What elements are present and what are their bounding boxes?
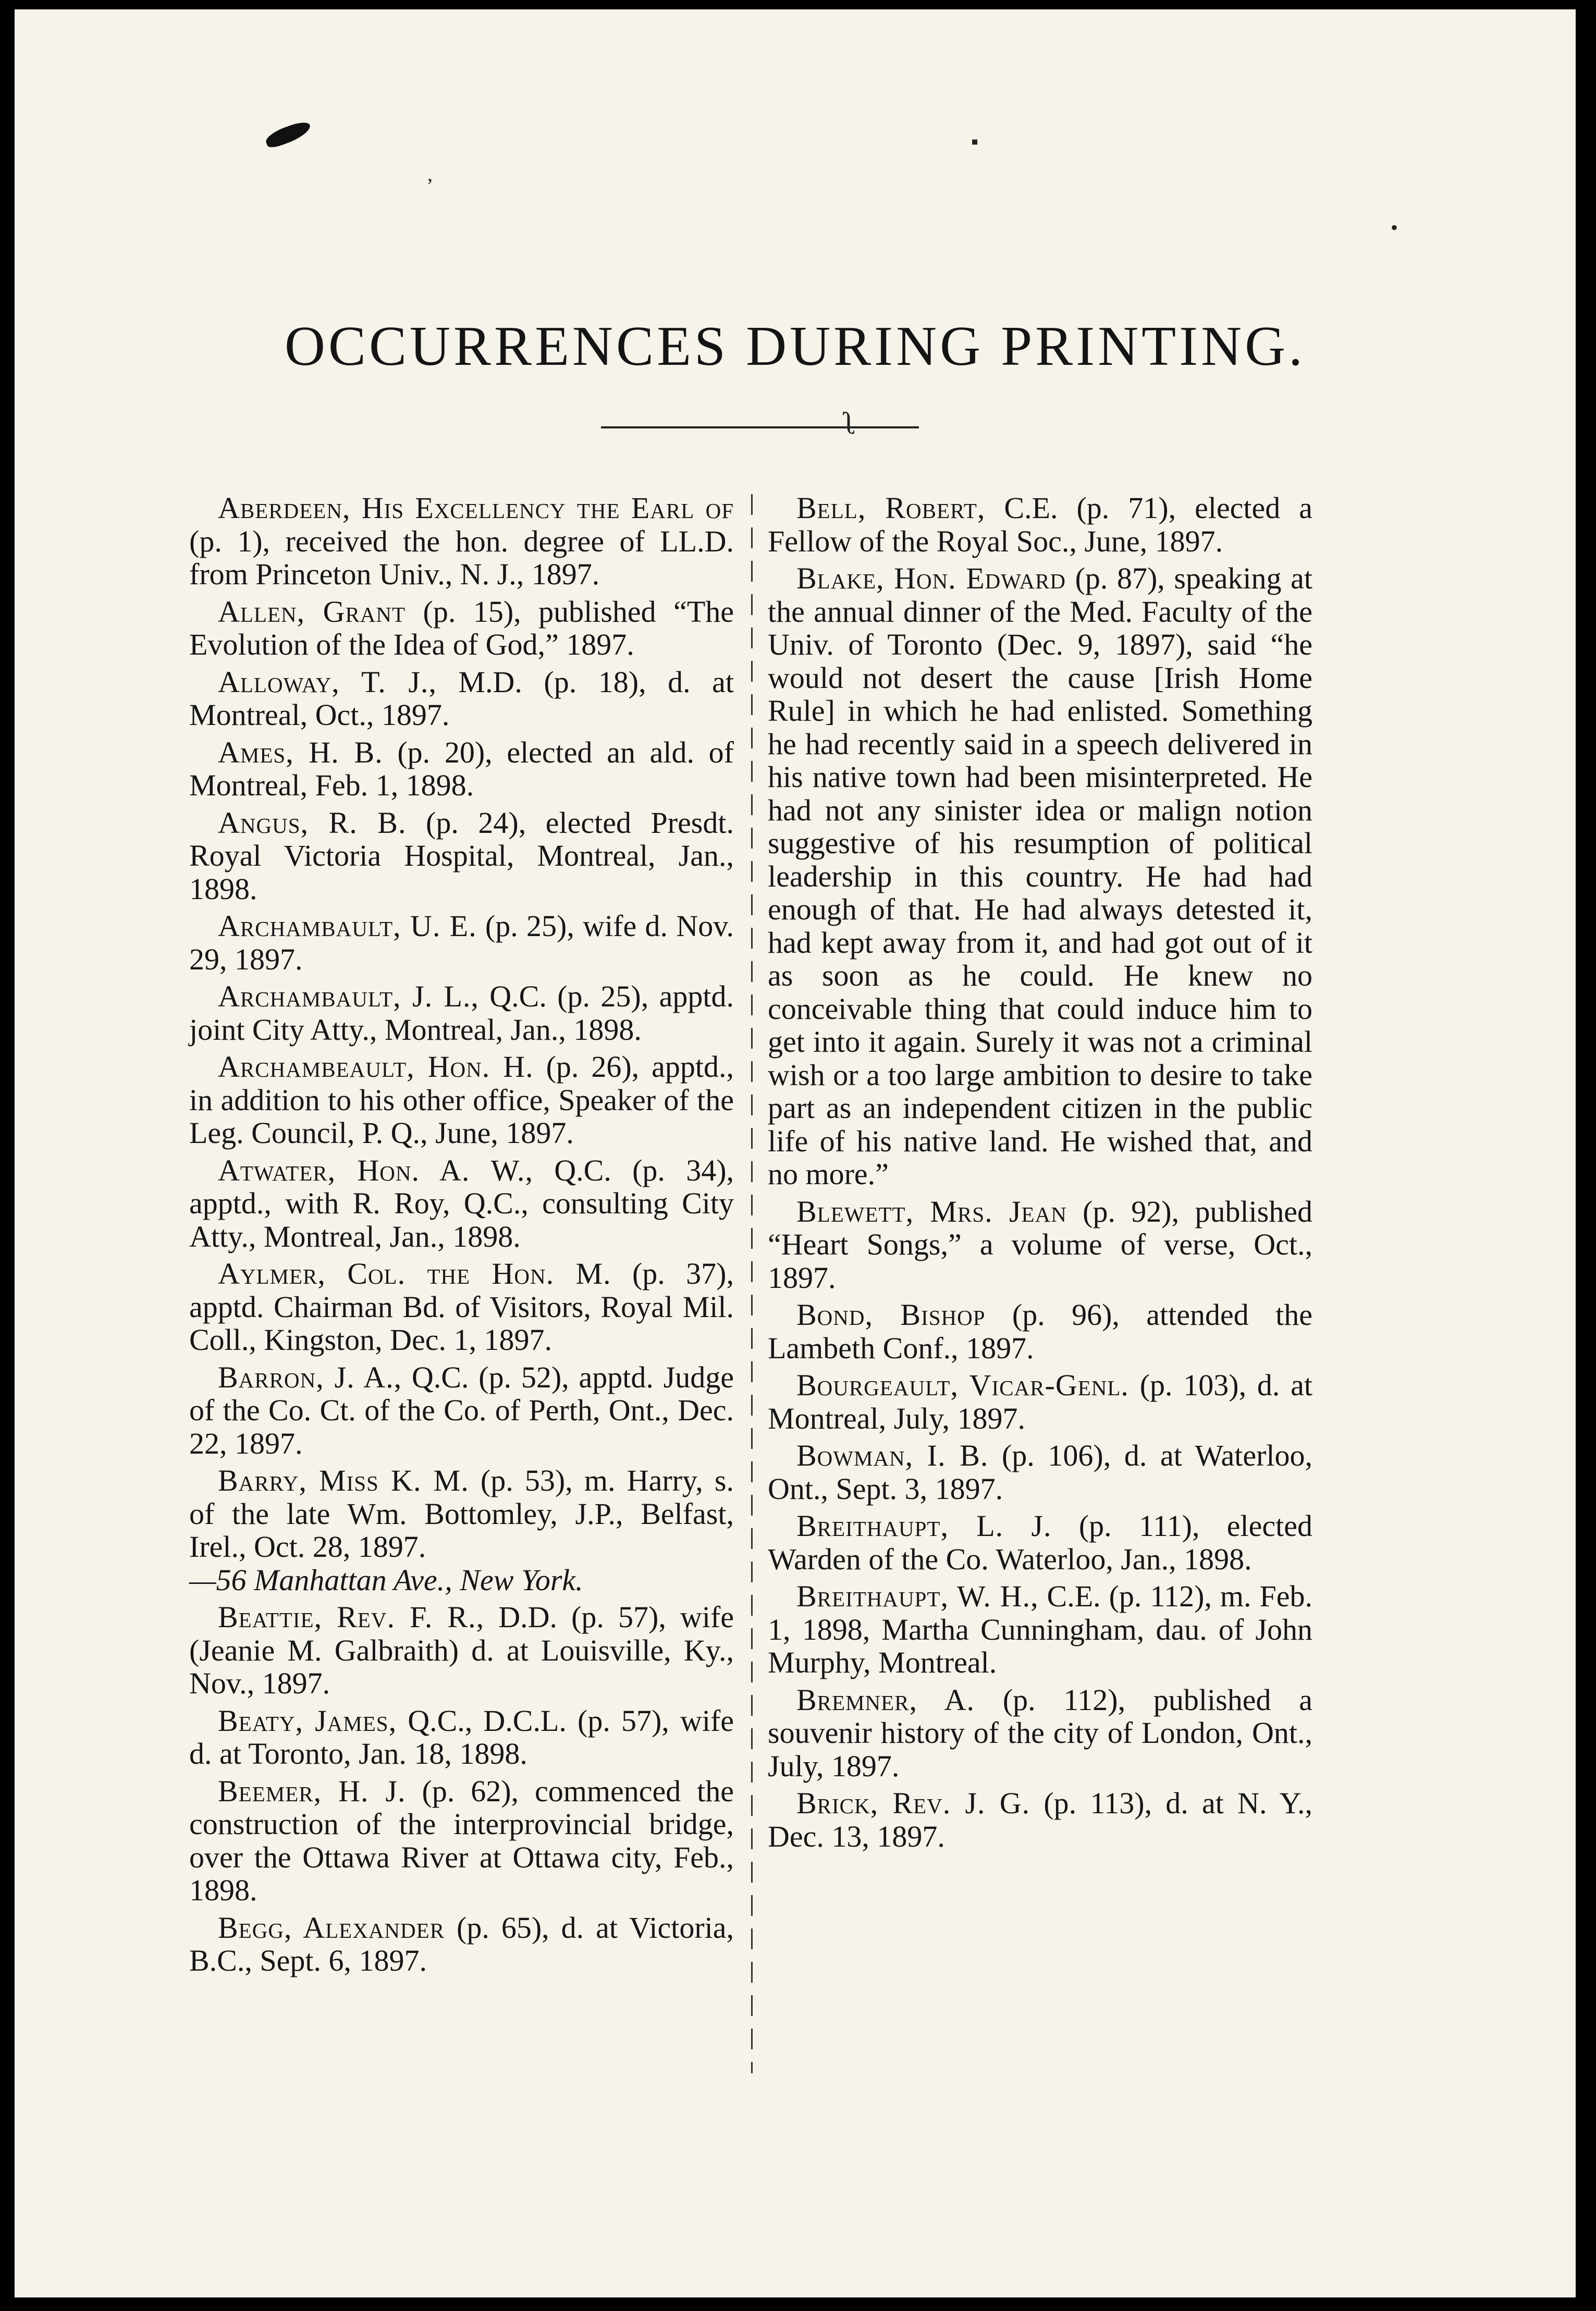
ink-speck: • [1391, 216, 1398, 239]
entry [768, 1683, 1312, 1783]
entry-text: Q.C. (p. 52), apptd. Judge of the Co. Ct. of the Co. of Perth, Ont., Dec. 22, 1897. [189, 1360, 734, 1460]
entry [189, 736, 734, 802]
entry [189, 1704, 734, 1771]
entry-text: D.D. (p. 57), wife (Jeanie M. Galbraith) d. at Louisville, Ky., Nov., 1897. [189, 1600, 734, 1700]
entry-name: Bond, Bishop [796, 1298, 986, 1332]
entry-name: Breithaupt, W. H., [796, 1579, 1039, 1613]
entry-text: (p. 26), apptd., in addition to his other office, Speaker of the Leg. Council, P. Q., June, 1897. [189, 1050, 734, 1150]
entry-name: Angus, R. B. [218, 805, 407, 840]
entry-text: (p. 62), commenced the construction of the interprovincial bridge, over the Ottawa River at Ottawa city, Feb., 1898. [189, 1774, 734, 1907]
entry [189, 1257, 734, 1357]
entry-name: Breithaupt, L. J. [796, 1509, 1052, 1543]
entry-text: Q.C., D.C.L. (p. 57), wife d. at Toronto, Jan. 18, 1898. [189, 1703, 734, 1771]
entry [189, 1464, 734, 1596]
entry [189, 909, 734, 976]
ink-speck: ▪ [971, 130, 979, 153]
entry [768, 1369, 1312, 1435]
entry-text: (p. 111), elected Warden of the Co. Waterloo, Jan., 1898. [768, 1509, 1312, 1576]
entry-text: (p. 106), d. at Waterloo, Ont., Sept. 3, 1897. [768, 1439, 1312, 1506]
right-column [768, 491, 1312, 1857]
entry [768, 1580, 1312, 1679]
entry-text: Q.C. (p. 25), apptd. joint City Atty., Montreal, Jan., 1898. [189, 979, 734, 1047]
entry [189, 1775, 734, 1907]
entry-name: Bremner, A. [796, 1682, 975, 1717]
entry-text: (p. 65), d. at Victoria, B.C., Sept. 6, 1897. [189, 1910, 734, 1977]
entry-name: Blake, Hon. Edward [796, 561, 1066, 595]
entry [189, 595, 734, 661]
entry-name: Bourgeault, Vicar-Genl. [796, 1368, 1129, 1402]
entry [768, 1787, 1312, 1853]
entry-text: C.E. (p. 71), elected a Fellow of the Royal Soc., June, 1897. [768, 491, 1313, 558]
entry-name: Bell, Robert, [796, 491, 986, 525]
entry [768, 1509, 1312, 1576]
page-title: OCCURRENCES DURING PRINTING. [284, 315, 1306, 377]
entry-text: (p. 53), m. Harry, s. of the late Wm. Bottomley, J.P., Belfast, Irel., Oct. 28, 1897. [189, 1464, 734, 1564]
entry-text: M.D. (p. 18), d. at Montreal, Oct., 1897. [189, 665, 734, 732]
entry-name: Beaty, James, [218, 1703, 397, 1738]
entry-name: Barron, J. A., [218, 1360, 402, 1394]
entry-name: Blewett, Mrs. Jean [796, 1194, 1067, 1228]
entry [189, 980, 734, 1046]
entry-name: Archambault, U. E. [218, 909, 477, 943]
entry-name: Archambault, J. L., [218, 979, 479, 1013]
entry [768, 491, 1312, 558]
entry-name: Archambeault, Hon. H. [218, 1050, 534, 1084]
entry-name: Beemer, H. J. [218, 1774, 406, 1808]
title-rule [601, 426, 919, 428]
entry-text: Q.C. (p. 34), apptd., with R. Roy, Q.C., consulting City Atty., Montreal, Jan., 1898. [189, 1153, 734, 1253]
entry-name: Ames, H. B. [218, 735, 383, 769]
entry-text: (p. 96), attended the Lambeth Conf., 1897. [768, 1298, 1312, 1365]
entry [189, 1050, 734, 1150]
entry-text: (p. 92), published “Heart Songs,” a volume of verse, Oct., 1897. [768, 1194, 1312, 1295]
entry-name: Barry, Miss K. M. [218, 1464, 469, 1497]
entry [189, 1361, 734, 1460]
entry-text: (p. 103), d. at Montreal, July, 1897. [768, 1368, 1312, 1435]
left-column [189, 491, 734, 1982]
entry-text: (p. 37), apptd. Chairman Bd. of Visitors, Royal Mil. Coll., Kingston, Dec. 1, 1897. [189, 1257, 734, 1357]
entry [189, 806, 734, 906]
entry-text: C.E. (p. 112), m. Feb. 1, 1898, Martha Cunningham, dau. of John Murphy, Montreal. [768, 1579, 1312, 1679]
entry [189, 1601, 734, 1700]
entry-address: —56 Manhattan Ave., New York. [189, 1563, 583, 1597]
entry-text: (p. 25), wife d. Nov. 29, 1897. [189, 909, 734, 976]
entry [189, 1154, 734, 1253]
entry [768, 1298, 1312, 1365]
rule-ornament: ʅ [843, 406, 857, 440]
entry [189, 491, 734, 591]
entry-name: Alloway, T. J., [218, 665, 437, 699]
entry-name: Aylmer, Col. the Hon. M. [218, 1257, 611, 1290]
entry [768, 1195, 1312, 1295]
column-divider [751, 494, 753, 2073]
entry-name: Aberdeen, His Excellency the Earl of [218, 491, 734, 525]
entry-name: Brick, Rev. J. G. [796, 1786, 1030, 1820]
entry-name: Beattie, Rev. F. R., [218, 1600, 485, 1634]
entry-name: Allen, Grant [218, 594, 406, 629]
entry [189, 666, 734, 732]
entry-text: (p. 1), received the hon. degree of LL.D. from Princeton Univ., N. J., 1897. [189, 524, 734, 591]
ink-speck: ʼ [426, 174, 434, 198]
entry-name: Bowman, I. B. [796, 1439, 989, 1472]
entry-name: Begg, Alexander [218, 1910, 445, 1945]
ink-blot [264, 119, 313, 150]
entry-name: Atwater, Hon. A. W., [218, 1153, 534, 1187]
entry [768, 1439, 1312, 1505]
entry-text: (p. 87), speaking at the annual dinner of the Med. Faculty of the Univ. of Toronto (Dec. 9, 1897), said “he would not desert the cause [Irish Home Rule] in which he had enlisted. Something he had recently said in a speech delivered in his native town had been misinterpreted. He had not any sinister idea or malign notion suggestive of his resumption of political leadership in this country. He had had enough of that. He had always detested it, had kept away from it, and had got out of it as soon as he could. He knew no conceivable thing that could induce him to get into it again. Surely it was not a criminal wish or a too large ambition to desire to take part as an independent citizen in the public life of his native land. He wished that, and no more.” [768, 561, 1312, 1191]
entry-text: (p. 20), elected an ald. of Montreal, Feb. 1, 1898. [189, 735, 734, 802]
document-page [15, 9, 1576, 2297]
entry-text: (p. 113), d. at N. Y., Dec. 13, 1897. [768, 1786, 1313, 1853]
entry-text: (p. 15), published “The Evolution of the Idea of God,” 1897. [189, 594, 734, 661]
entry [189, 1911, 734, 1977]
entry-text: (p. 24), elected Presdt. Royal Victoria Hospital, Montreal, Jan., 1898. [189, 805, 734, 906]
entry-text: (p. 112), published a souvenir history of the city of London, Ont., July, 1897. [768, 1682, 1313, 1783]
entry [768, 562, 1312, 1191]
